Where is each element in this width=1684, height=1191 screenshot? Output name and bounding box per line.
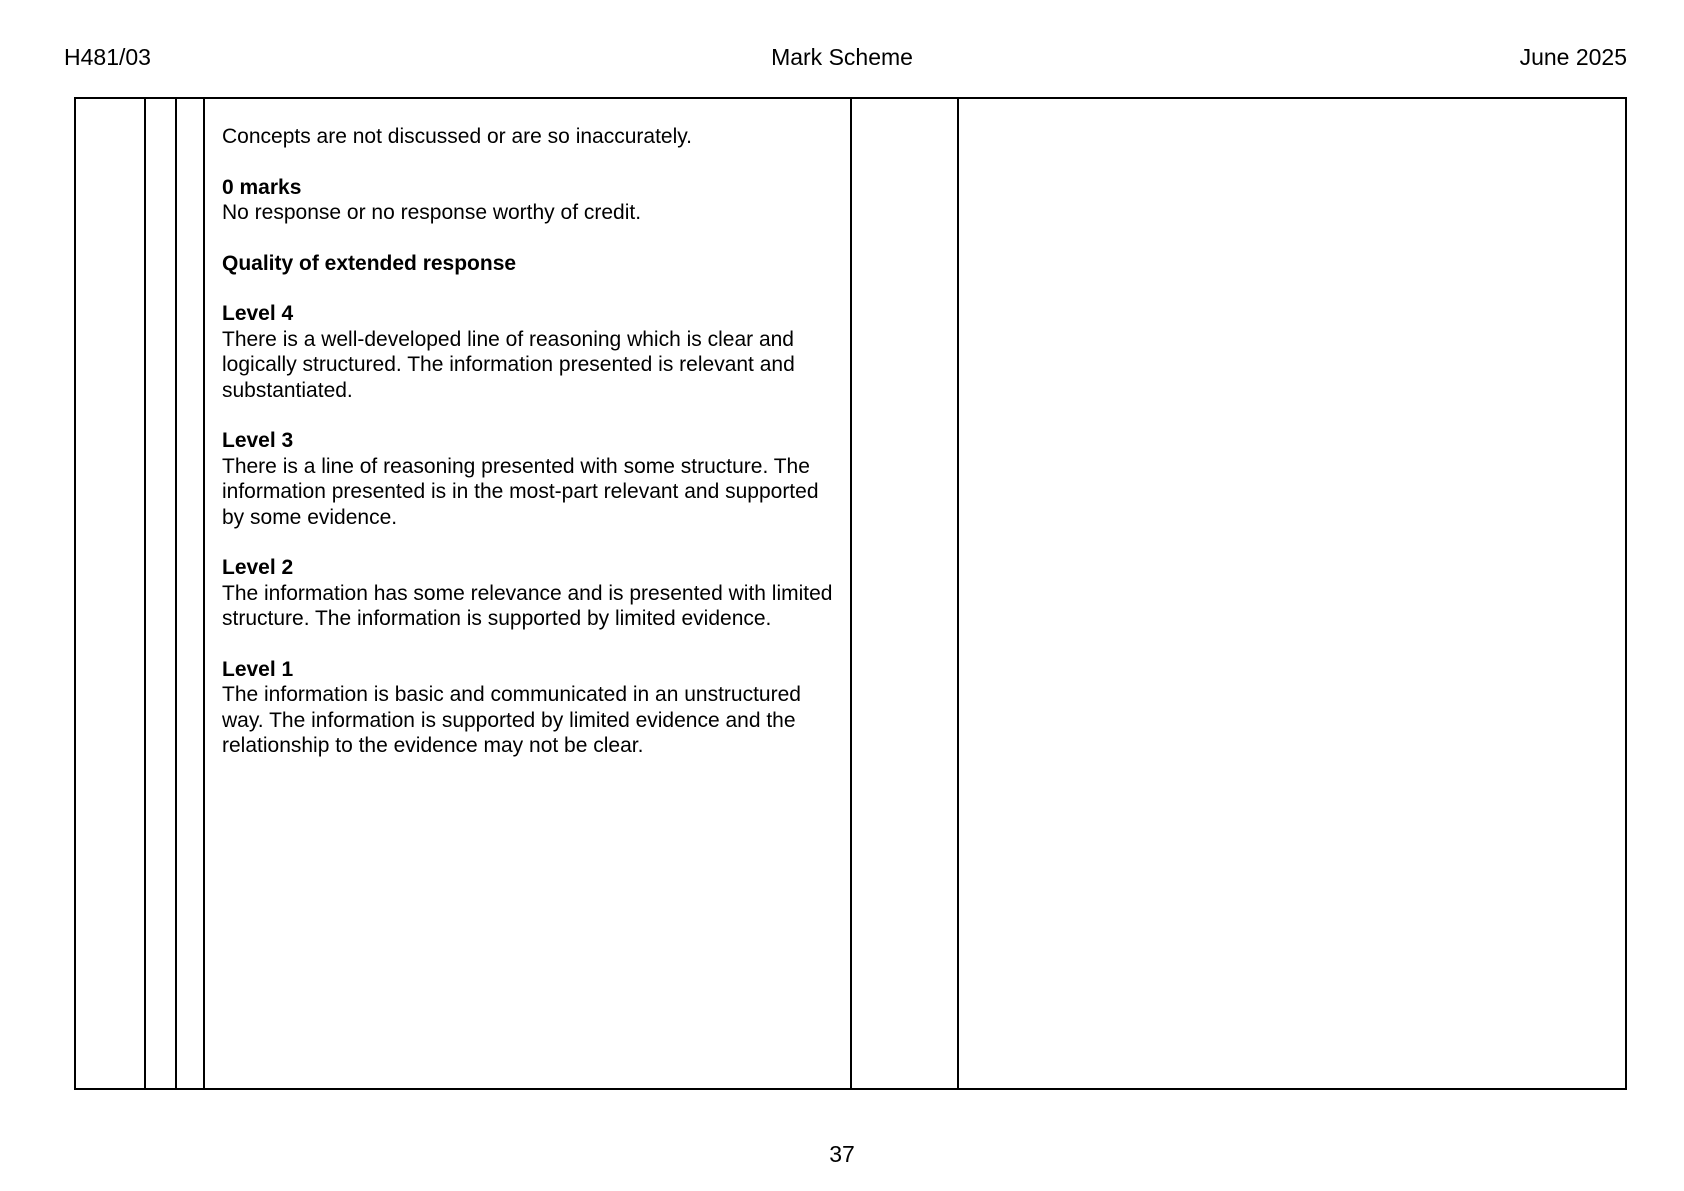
zero-marks-block: [222, 175, 842, 226]
quality-heading-block: [222, 251, 842, 277]
zero-marks-heading: 0 marks: [222, 175, 302, 199]
page-number: 37: [829, 1141, 855, 1167]
level-1-block: [222, 657, 842, 759]
document-title: Mark Scheme: [771, 44, 913, 70]
level-2-block: [222, 555, 842, 632]
column-divider-marks: [850, 99, 852, 1088]
quality-heading: Quality of extended response: [222, 251, 517, 275]
level-2-text: The information has some relevance and is presented with limited structure. The information is supported by limited evidence.: [222, 581, 833, 630]
zero-marks-text: No response or no response worthy of credit.: [222, 201, 642, 224]
level-3-block: [222, 428, 842, 530]
column-divider-part: [175, 99, 177, 1088]
mark-scheme-table: [74, 97, 1627, 1090]
column-divider-question: [144, 99, 146, 1088]
document-code: H481/03: [64, 44, 151, 70]
level-4-text: There is a well-developed line of reasoning which is clear and logically structured. The information presented is relevant and substantiated.: [222, 327, 795, 402]
exam-session: June 2025: [1519, 44, 1627, 70]
level-3-heading: Level 3: [222, 429, 294, 452]
level-1-text: The information is basic and communicated in an unstructured way. The information is supported by limited evidence and the relationship to the evidence may not be clear.: [222, 683, 801, 757]
level-2-heading: Level 2: [222, 556, 294, 579]
level-1-heading: Level 1: [222, 657, 294, 681]
level-3-text: There is a line of reasoning presented with some structure. The information presented is in the most-part relevant and supported by some evidence.: [222, 454, 819, 529]
level-4-heading: Level 4: [222, 302, 294, 325]
intro-text: Concepts are not discussed or are so inaccurately.: [222, 125, 693, 148]
level-4-block: [222, 301, 842, 403]
column-divider-guidance: [957, 99, 959, 1088]
column-divider-subpart: [203, 99, 205, 1088]
answer-cell: [222, 124, 842, 784]
